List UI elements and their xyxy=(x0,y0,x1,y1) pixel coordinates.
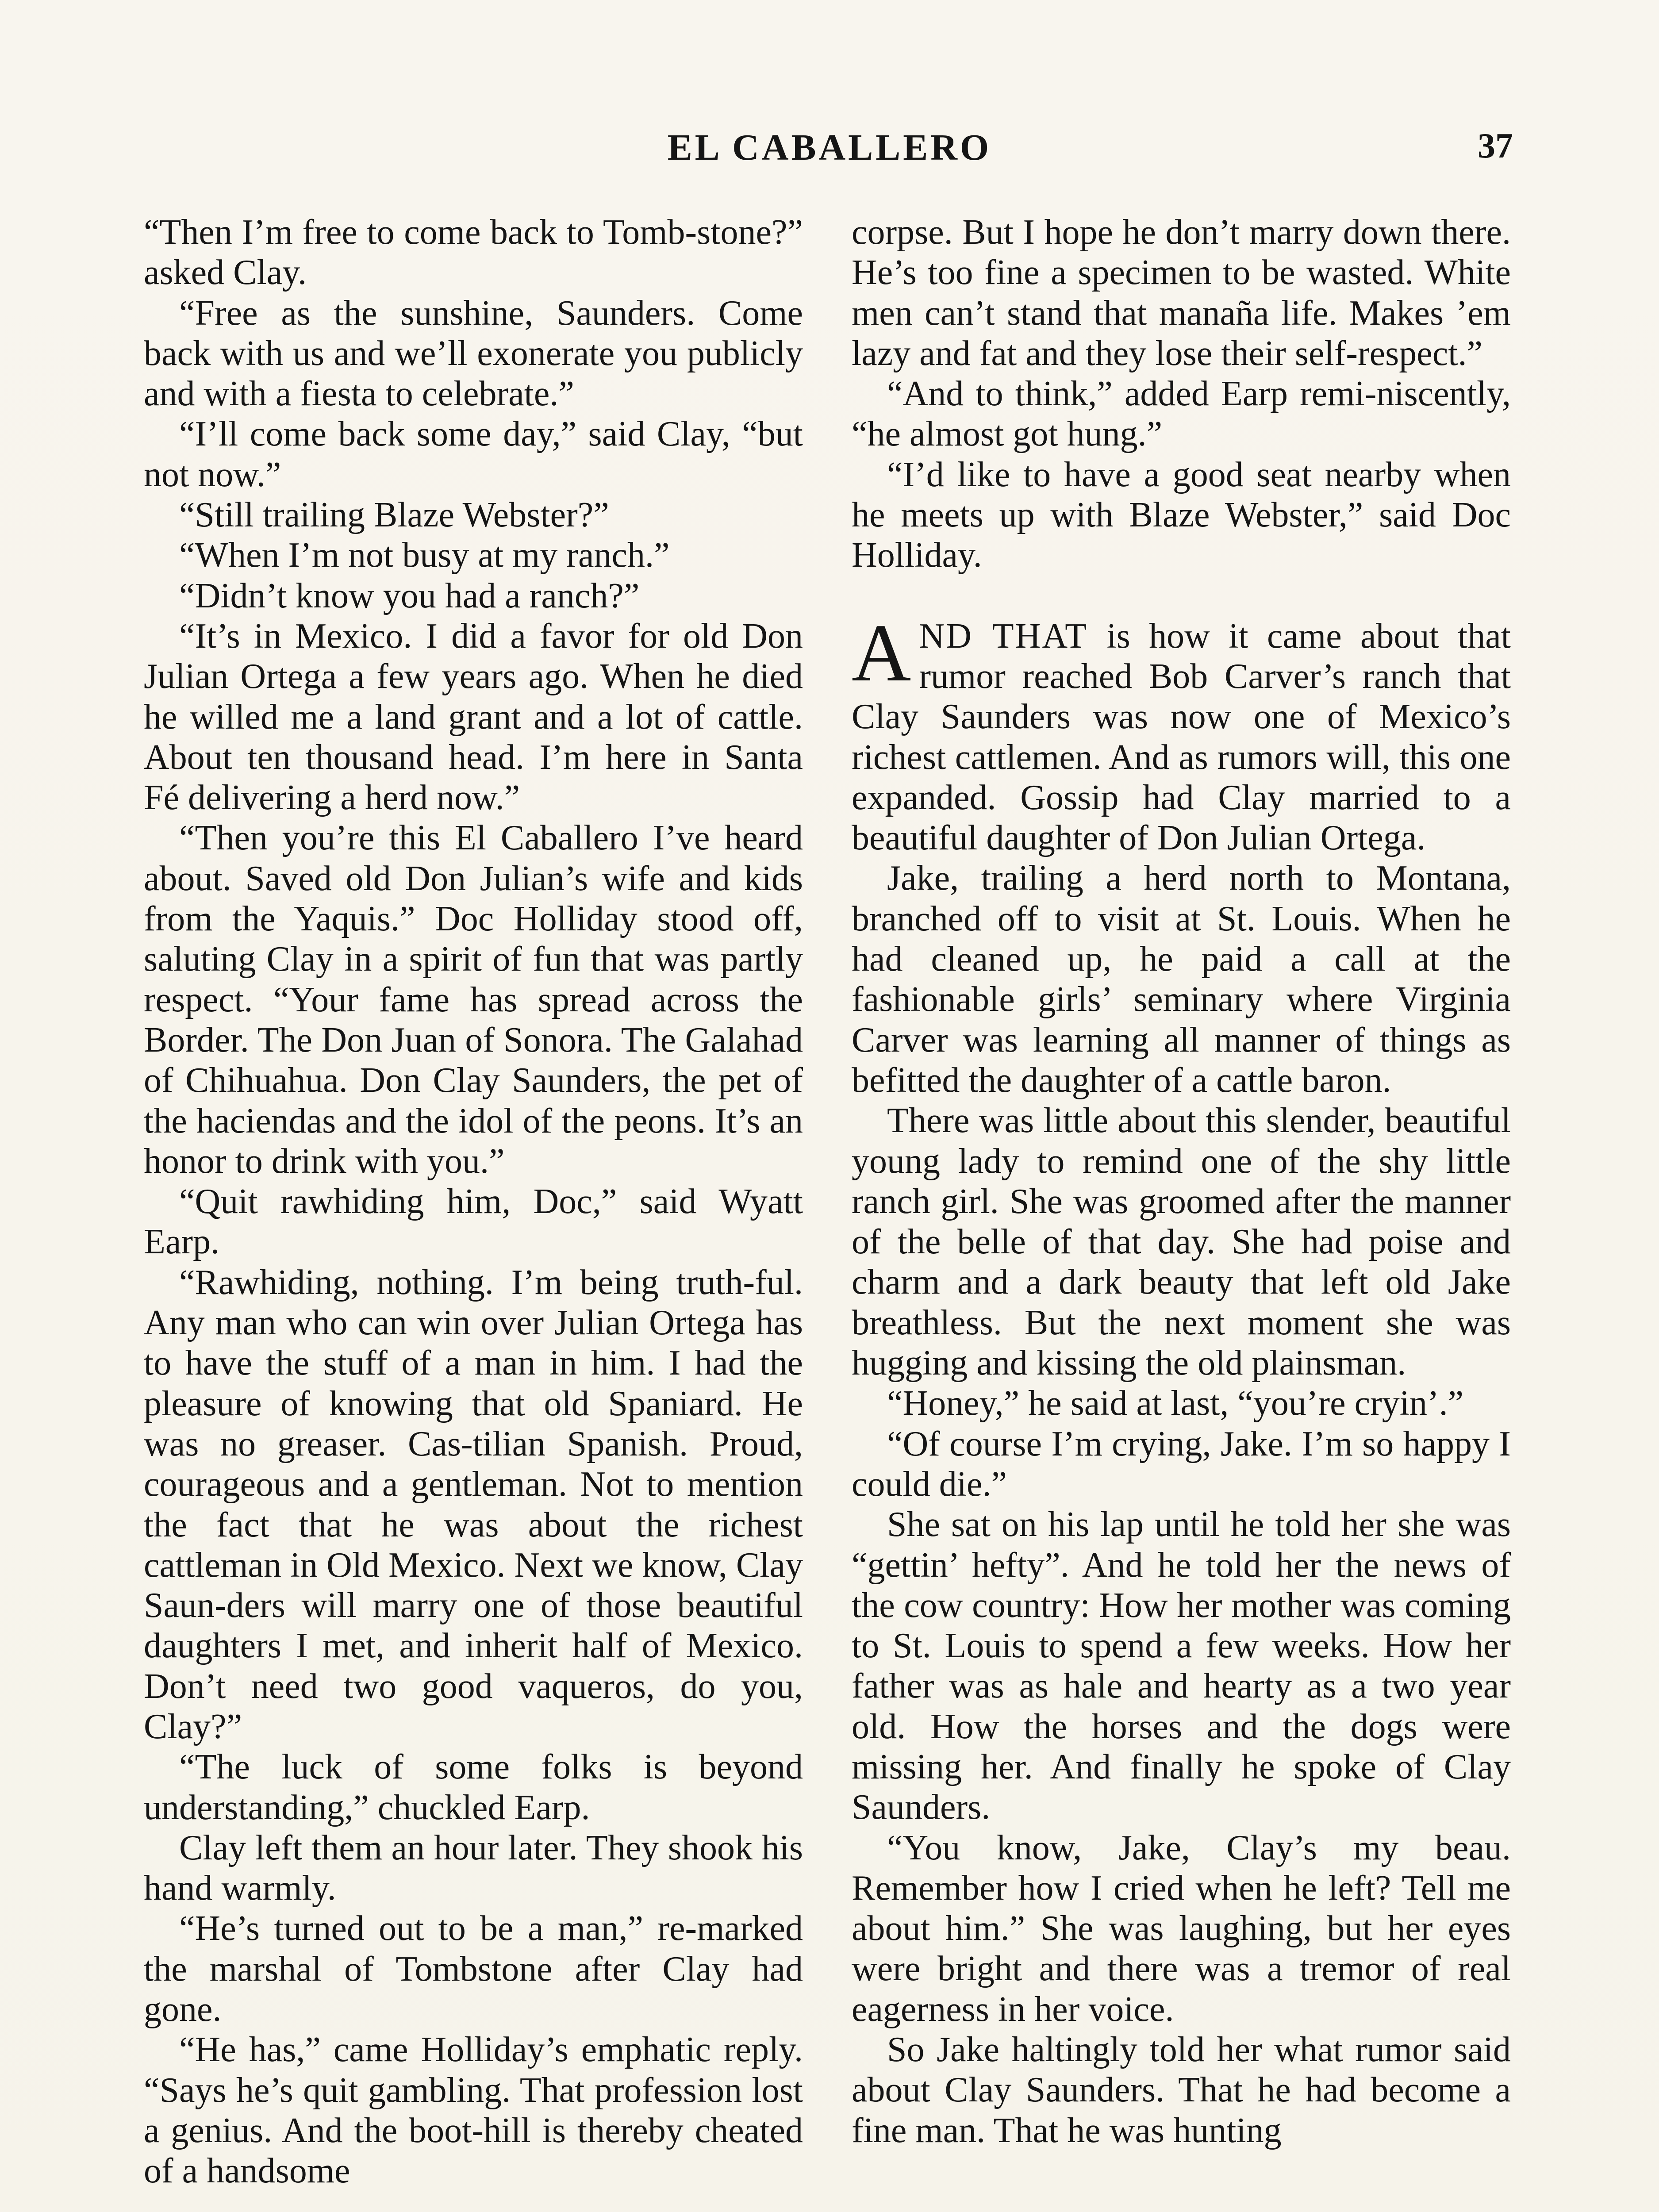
paragraph: “Didn’t know you had a ranch?” xyxy=(179,576,640,615)
drop-cap: A xyxy=(852,607,911,699)
paragraph: “You know, Jake, Clay’s my beau. Remember how I cried when he left? Tell me about him.” She was laughing, but her eyes were bright and there was a tremor of real eagerness in her voice. xyxy=(852,1828,1511,2029)
paragraph: corpse. But I hope he don’t marry down there. He’s too fine a specimen to be wasted. White men can’t stand that manaña life. Makes ’em lazy and fat and they lose their self-respect.” xyxy=(852,213,1511,373)
running-title: EL CABALLERO xyxy=(667,127,992,168)
section-opening-text: is how it came about that rumor reached Bob Carver’s ranch that Clay Saunders was now one of Mexico’s richest cattlemen. And as rumors will, this one expanded. Gossip had Clay married to a beautiful daughter of Don Julian Ortega. xyxy=(852,616,1511,858)
paragraph: “Still trailing Blaze Webster?” xyxy=(179,495,609,535)
paragraph: “The luck of some folks is beyond understanding,” chuckled Earp. xyxy=(144,1747,803,1827)
section-opening-paragraph xyxy=(852,607,1511,859)
paragraph: “Free as the sunshine, Saunders. Come back with us and we’ll exonerate you publicly and with a fiesta to celebrate.” xyxy=(144,293,803,414)
paragraph: “He’s turned out to be a man,” re-marked the marshal of Tombstone after Clay had gone. xyxy=(144,1909,803,2029)
right-column xyxy=(852,212,1511,2151)
small-caps-lead: ND THAT xyxy=(919,616,1088,656)
paragraph: There was little about this slender, beautiful young lady to remind one of the shy little ranch girl. She was groomed after the manner of the belle of that day. She had poise and charm and a dark beauty that left old Jake breathless. But the next moment she was hugging and kissing the old plainsman. xyxy=(852,1101,1511,1383)
paragraph: “And to think,” added Earp remi-niscently, “he almost got hung.” xyxy=(852,374,1511,454)
paragraph: “I’ll come back some day,” said Clay, “but not now.” xyxy=(144,415,803,494)
paragraph: “Quit rawhiding him, Doc,” said Wyatt Earp. xyxy=(144,1182,803,1262)
paragraph: “Honey,” he said at last, “you’re cryin’.” xyxy=(887,1384,1464,1423)
paragraph: “Then I’m free to come back to Tomb-stone?” asked Clay. xyxy=(144,213,803,292)
left-column xyxy=(144,212,803,2192)
paragraph: “I’d like to have a good seat nearby when he meets up with Blaze Webster,” said Doc Holliday. xyxy=(852,455,1511,575)
paragraph: So Jake haltingly told her what rumor said about Clay Saunders. That he had become a fine man. That he was hunting xyxy=(852,2030,1511,2150)
paragraph: “Rawhiding, nothing. I’m being truth-ful. Any man who can win over Julian Ortega has to have the stuff of a man in him. I had the pleasure of knowing that old Spaniard. He was no greaser. Cas-tilian Spanish. Proud, courageous and a gentleman. Not to mention the fact that he was about the richest cattleman in Old Mexico. Next we know, Clay Saun-ders will marry one of those beautiful daughters I met, and inherit half of Mexico. Don’t need two good vaqueros, do you, Clay?” xyxy=(144,1263,803,1746)
paragraph: “Then you’re this El Caballero I’ve heard about. Saved old Don Julian’s wife and kids from the Yaquis.” Doc Holliday stood off, saluting Clay in a spirit of fun that was partly respect. “Your fame has spread across the Border. The Don Juan of Sonora. The Galahad of Chihuahua. Don Clay Saunders, the pet of the haciendas and the idol of the peons. It’s an honor to drink with you.” xyxy=(144,818,803,1181)
paragraph: She sat on his lap until he told her she was “gettin’ hefty”. And he told her the news of the cow country: How her mother was coming to St. Louis to spend a few weeks. How her father was as hale and hearty as a two year old. How the horses and the dogs were missing her. And finally he spoke of Clay Saunders. xyxy=(852,1505,1511,1827)
paragraph: “It’s in Mexico. I did a favor for old Don Julian Ortega a few years ago. When he died he willed me a land grant and a lot of cattle. About ten thousand head. I’m here in Santa Fé delivering a herd now.” xyxy=(144,616,803,818)
paragraph: “Of course I’m crying, Jake. I’m so happy I could die.” xyxy=(852,1424,1511,1504)
paragraph: Jake, trailing a herd north to Montana, branched off to visit at St. Louis. When he had cleaned up, he paid a call at the fashionable girls’ seminary where Virginia Carver was learning all manner of things as befitted the daughter of a cattle baron. xyxy=(852,859,1511,1100)
paragraph: “When I’m not busy at my ranch.” xyxy=(179,536,670,575)
page-number: 37 xyxy=(1478,127,1513,165)
paragraph: Clay left them an hour later. They shook his hand warmly. xyxy=(144,1828,803,1908)
paragraph: “He has,” came Holliday’s emphatic reply. “Says he’s quit gambling. That profession lost a genius. And the boot-hill is thereby cheated of a handsome xyxy=(144,2030,803,2191)
